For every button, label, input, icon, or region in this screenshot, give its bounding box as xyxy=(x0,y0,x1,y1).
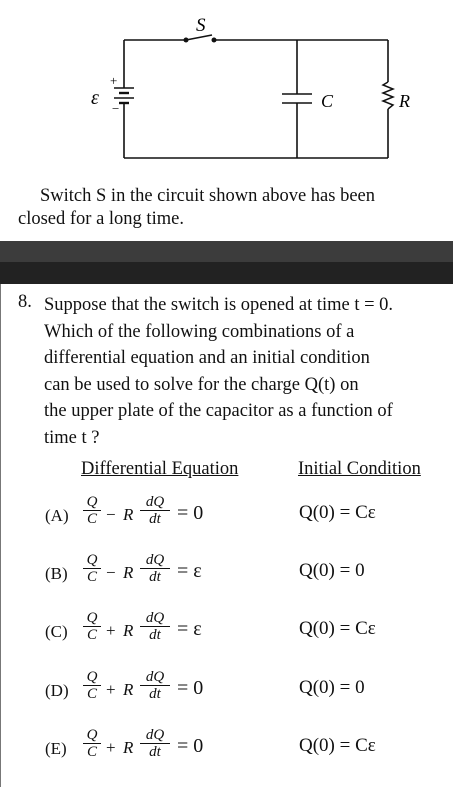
r-symbol-text: R xyxy=(123,563,134,582)
fraction-denominator: C xyxy=(86,569,97,585)
r-symbol xyxy=(123,621,133,641)
fraction-numerator: dQ xyxy=(140,610,170,627)
r-symbol xyxy=(123,680,133,700)
r-symbol-text: R xyxy=(123,505,134,524)
fraction-denominator: C xyxy=(86,627,97,643)
r-symbol xyxy=(123,738,133,758)
initial-condition: Q(0) = Cε xyxy=(299,735,376,756)
minus-label: − xyxy=(112,101,120,116)
resistor-zigzag xyxy=(383,82,393,109)
circuit-panel xyxy=(0,0,453,241)
initial-condition: Q(0) = 0 xyxy=(299,677,365,698)
fraction-dq-over-dt xyxy=(140,727,170,761)
fraction-dq-over-dt xyxy=(140,552,170,586)
r-symbol-text: R xyxy=(123,621,134,640)
fraction-q-over-c xyxy=(83,494,101,528)
fraction-denominator: C xyxy=(86,511,97,527)
question-line-4: can be used to solve for the charge Q(t) on xyxy=(44,374,359,395)
r-symbol xyxy=(123,505,133,525)
fraction-numerator: dQ xyxy=(140,727,170,744)
option-label: (A) xyxy=(45,506,69,525)
question-number: 8. xyxy=(18,292,32,312)
circuit-diagram xyxy=(0,0,453,180)
option-label: (B) xyxy=(45,564,68,583)
question-line-1: Suppose that the switch is opened at time t = 0. xyxy=(44,295,394,315)
fraction-denominator: C xyxy=(86,686,97,702)
fraction-q-over-c xyxy=(83,669,101,703)
fraction-denominator: C xyxy=(86,744,97,760)
fraction-denominator: dt xyxy=(149,686,161,702)
r-symbol xyxy=(123,563,133,583)
question-text xyxy=(44,292,444,451)
plus-label: + xyxy=(110,73,118,88)
fraction-numerator: Q xyxy=(83,610,101,627)
operator-sign: + xyxy=(106,680,116,699)
intro-line-1: Switch S in the circuit shown above has been xyxy=(40,186,375,206)
resistor-label: R xyxy=(399,91,410,111)
fraction-q-over-c xyxy=(83,552,101,586)
fraction-dq-over-dt xyxy=(140,610,170,644)
operator-sign: + xyxy=(106,621,116,640)
fraction-numerator: Q xyxy=(83,552,101,569)
fraction-dq-over-dt xyxy=(140,494,170,528)
fraction-dq-over-dt xyxy=(140,669,170,703)
equation-rhs: = 0 xyxy=(177,677,204,699)
equation-rhs: = 0 xyxy=(177,502,204,524)
capacitor-label: C xyxy=(321,91,334,111)
option-label: (C) xyxy=(45,622,68,641)
fraction-numerator: dQ xyxy=(140,669,170,686)
question-line-3: differential equation and an initial condition xyxy=(44,348,370,368)
r-symbol-text: R xyxy=(123,680,134,699)
fraction-denominator: dt xyxy=(149,744,161,760)
fraction-numerator: Q xyxy=(83,669,101,686)
switch-label: S xyxy=(196,15,206,36)
emf-label: ε xyxy=(91,87,99,109)
fraction-numerator: Q xyxy=(83,494,101,511)
option-label: (E) xyxy=(45,739,67,758)
fraction-q-over-c xyxy=(83,610,101,644)
r-symbol-text: R xyxy=(123,738,134,757)
initial-condition: Q(0) = Cε xyxy=(299,502,376,523)
fraction-numerator: Q xyxy=(83,727,101,744)
intro-line-2: closed for a long time. xyxy=(18,209,184,229)
operator-sign: + xyxy=(106,738,116,757)
question-line-2: Which of the following combinations of a xyxy=(44,321,355,342)
fraction-numerator: dQ xyxy=(140,552,170,569)
fraction-denominator: dt xyxy=(149,627,161,643)
initial-condition: Q(0) = Cε xyxy=(299,618,376,639)
fraction-denominator: dt xyxy=(149,511,161,527)
separator-band-light xyxy=(0,241,453,262)
fraction-numerator: dQ xyxy=(140,494,170,511)
fraction-denominator: dt xyxy=(149,569,161,585)
question-line-5: the upper plate of the capacitor as a function of xyxy=(44,401,393,421)
equation-rhs: = ε xyxy=(177,560,202,582)
question-line-6: time t ? xyxy=(44,427,100,448)
intro-text xyxy=(18,185,443,231)
initial-condition: Q(0) = 0 xyxy=(299,560,365,581)
equation-rhs: = ε xyxy=(177,618,202,640)
operator-sign: − xyxy=(106,505,116,524)
operator-sign: − xyxy=(106,563,116,582)
option-label: (D) xyxy=(45,681,69,700)
separator-band-dark xyxy=(0,262,453,284)
header-differential-equation: Differential Equation xyxy=(81,459,239,479)
header-initial-condition: Initial Condition xyxy=(298,459,421,479)
fraction-q-over-c xyxy=(83,727,101,761)
equation-rhs: = 0 xyxy=(177,735,204,757)
